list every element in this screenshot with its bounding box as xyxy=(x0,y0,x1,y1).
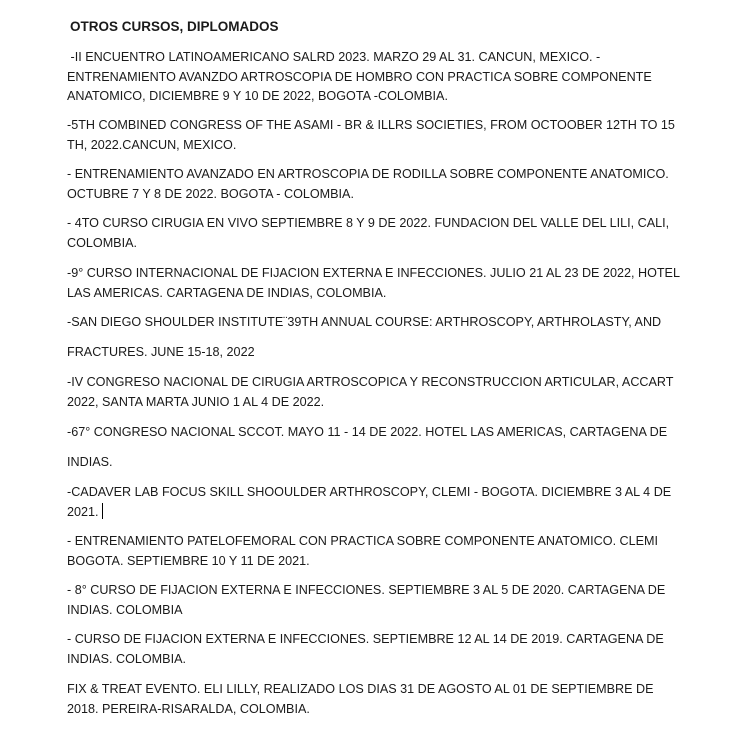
text-cursor xyxy=(102,503,103,519)
entry-line: -67° CONGRESO NACIONAL SCCOT. MAYO 11 - 14 DE 2022. HOTEL LAS AMERICAS, CARTAGENA DE xyxy=(67,425,668,439)
entry-line: -5TH COMBINED CONGRESS OF THE ASAMI - BR & ILLRS SOCIETIES, FROM OCTOOBER 12TH TO 15 xyxy=(67,118,675,132)
entry-line: TH, 2022.CANCUN, MEXICO. xyxy=(67,137,237,152)
entry-line: -II ENCUENTRO LATINOAMERICANO SALRD 2023. MARZO 29 AL 31. CANCUN, MEXICO. - xyxy=(67,50,601,64)
entry-line-text: 2021. xyxy=(67,504,99,519)
entry-line: FRACTURES. JUNE 15-18, 2022 xyxy=(67,345,255,359)
course-entry-15 xyxy=(67,680,682,719)
entry-line: - ENTRENAMIENTO PATELOFEMORAL CON PRACTICA SOBRE COMPONENTE ANATOMICO. CLEMI xyxy=(67,534,659,548)
entry-line: ANATOMICO, DICIEMBRE 9 Y 10 DE 2022, BOGOTA -COLOMBIA. xyxy=(67,89,448,103)
entry-line: INDIAS. xyxy=(67,455,113,469)
entry-line: BOGOTA. SEPTIEMBRE 10 Y 11 DE 2021. xyxy=(67,553,310,568)
course-entry-1 xyxy=(67,48,682,107)
entry-line: - ENTRENAMIENTO AVANZADO EN ARTROSCOPIA DE RODILLA SOBRE COMPONENTE ANATOMICO. xyxy=(67,167,669,181)
course-entry-14 xyxy=(67,630,682,669)
course-entry-4 xyxy=(67,214,682,253)
entry-line: -9° CURSO INTERNACIONAL DE FIJACION EXTERNA E INFECCIONES. JULIO 21 AL 23 DE 2022, HOTEL xyxy=(67,266,680,280)
entry-line: - 4TO CURSO CIRUGIA EN VIVO SEPTIEMBRE 8 Y 9 DE 2022. FUNDACION DEL VALLE DEL LILI, CALI, xyxy=(67,216,670,230)
course-entry-6 xyxy=(67,313,682,333)
entry-line: INDIAS. COLOMBIA xyxy=(67,602,183,617)
entry-line: INDIAS. COLOMBIA. xyxy=(67,651,186,666)
entry-line: ENTRENAMIENTO AVANZDO ARTROSCOPIA DE HOMBRO CON PRACTICA SOBRE COMPONENTE xyxy=(67,69,652,84)
entry-line: COLOMBIA. xyxy=(67,235,137,250)
entry-line: -SAN DIEGO SHOULDER INSTITUTE¨39TH ANNUAL COURSE: ARTHROSCOPY, ARTHROLASTY, AND xyxy=(67,315,662,329)
entry-line: 2022, SANTA MARTA JUNIO 1 AL 4 DE 2022. xyxy=(67,394,325,409)
entry-line: - 8° CURSO DE FIJACION EXTERNA E INFECCIONES. SEPTIEMBRE 3 AL 5 DE 2020. CARTAGENA DE xyxy=(67,583,666,597)
course-entry-13 xyxy=(67,581,682,620)
course-entry-10 xyxy=(67,453,682,473)
course-entry-8 xyxy=(67,373,682,412)
section-heading: OTROS CURSOS, DIPLOMADOS xyxy=(70,19,279,34)
entry-line: -IV CONGRESO NACIONAL DE CIRUGIA ARTROSCOPICA Y RECONSTRUCCION ARTICULAR, ACCART xyxy=(67,375,674,389)
course-entry-12 xyxy=(67,532,682,571)
course-entry-9 xyxy=(67,423,682,443)
entry-line: OCTUBRE 7 Y 8 DE 2022. BOGOTA - COLOMBIA. xyxy=(67,186,354,201)
course-entry-7 xyxy=(67,343,682,363)
entry-line xyxy=(67,503,682,523)
entry-line: FIX & TREAT EVENTO. ELI LILLY, REALIZADO LOS DIAS 31 DE AGOSTO AL 01 DE SEPTIEMBRE DE xyxy=(67,682,654,696)
entry-line: -CADAVER LAB FOCUS SKILL SHOOULDER ARTHROSCOPY, CLEMI - BOGOTA. DICIEMBRE 3 AL 4 DE xyxy=(67,485,672,499)
entry-line: 2018. PEREIRA-RISARALDA, COLOMBIA. xyxy=(67,701,310,716)
entry-line: - CURSO DE FIJACION EXTERNA E INFECCIONES. SEPTIEMBRE 12 AL 14 DE 2019. CARTAGENA DE xyxy=(67,632,664,646)
course-entry-2 xyxy=(67,116,682,155)
course-entry-3 xyxy=(67,165,682,204)
course-entry-11 xyxy=(67,483,682,522)
course-entry-5 xyxy=(67,264,682,303)
entry-line: LAS AMERICAS. CARTAGENA DE INDIAS, COLOMBIA. xyxy=(67,285,387,300)
